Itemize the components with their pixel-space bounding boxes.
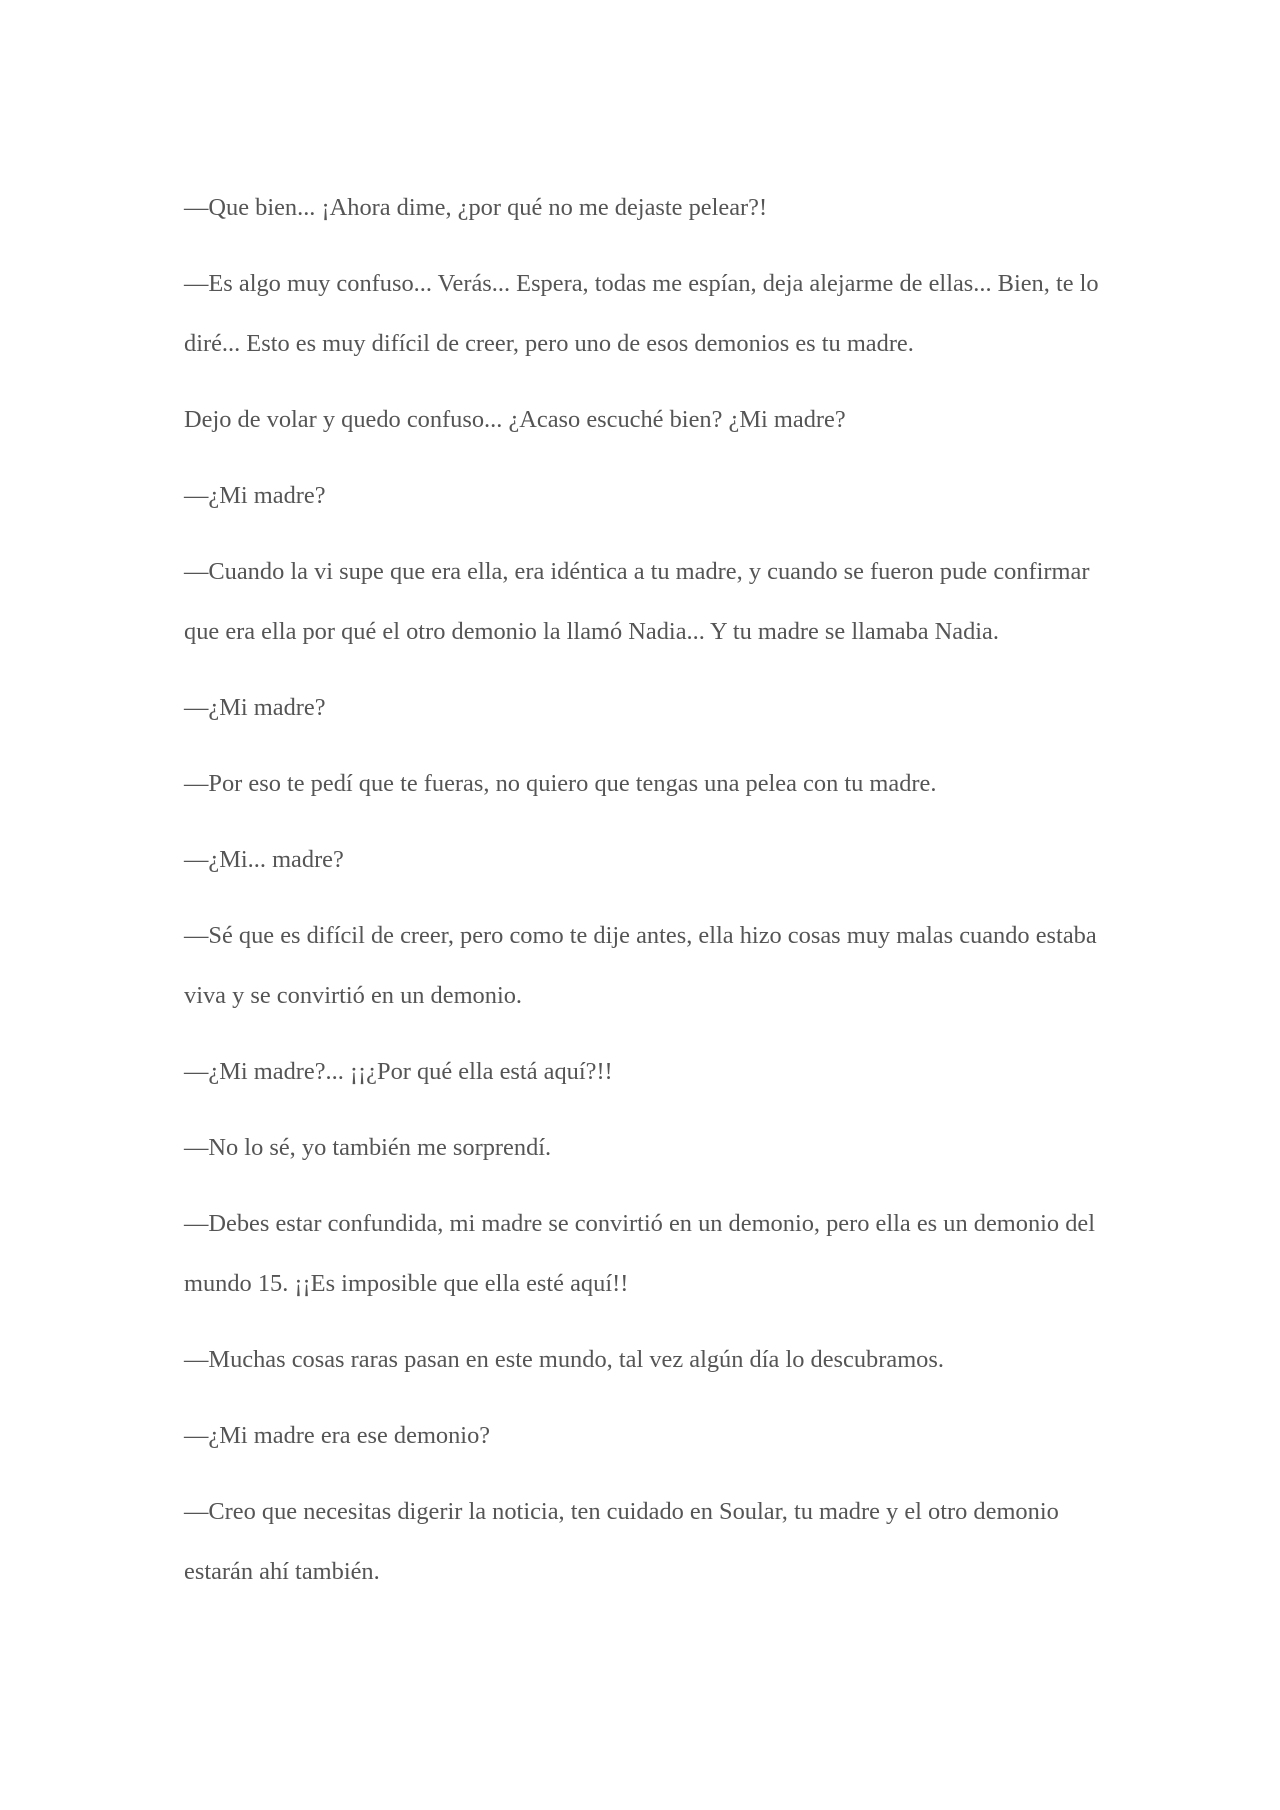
paragraph-12: —Debes estar confundida, mi madre se convirtió en un demonio, pero ella es un demonio del mundo 15. ¡¡Es imposible que ella esté aquí!! [184,1210,1096,1297]
paragraph-8: —¿Mi... madre? [184,846,344,873]
paragraph-10: —¿Mi madre?... ¡¡¿Por qué ella está aquí?!! [184,1058,613,1085]
paragraph-13: —Muchas cosas raras pasan en este mundo, tal vez algún día lo descubramos. [184,1346,944,1373]
paragraph-11: —No lo sé, yo también me sorprendí. [184,1134,552,1161]
paragraph-5: —Cuando la vi supe que era ella, era idéntica a tu madre, y cuando se fueron pude confirmar que era ella por qué el otro demonio la llamó Nadia... Y tu madre se llamaba Nadia. [184,558,1090,645]
paragraph-4: —¿Mi madre? [184,482,326,509]
paragraph-14: —¿Mi madre era ese demonio? [184,1422,491,1449]
document-body [184,178,1104,1618]
paragraph-15: —Creo que necesitas digerir la noticia, ten cuidado en Soular, tu madre y el otro demonio estarán ahí también. [184,1498,1059,1585]
paragraph-1: —Que bien... ¡Ahora dime, ¿por qué no me dejaste pelear?! [184,194,768,221]
paragraph-9: —Sé que es difícil de creer, pero como te dije antes, ella hizo cosas muy malas cuando estaba viva y se convirtió en un demonio. [184,922,1097,1009]
paragraph-2: —Es algo muy confuso... Verás... Espera, todas me espían, deja alejarme de ellas... Bien, te lo diré... Esto es muy difícil de creer, pero uno de esos demonios es tu madre. [184,270,1099,357]
paragraph-6: —¿Mi madre? [184,694,326,721]
paragraph-7: —Por eso te pedí que te fueras, no quiero que tengas una pelea con tu madre. [184,770,937,797]
paragraph-3: Dejo de volar y quedo confuso... ¿Acaso escuché bien? ¿Mi madre? [184,406,846,433]
